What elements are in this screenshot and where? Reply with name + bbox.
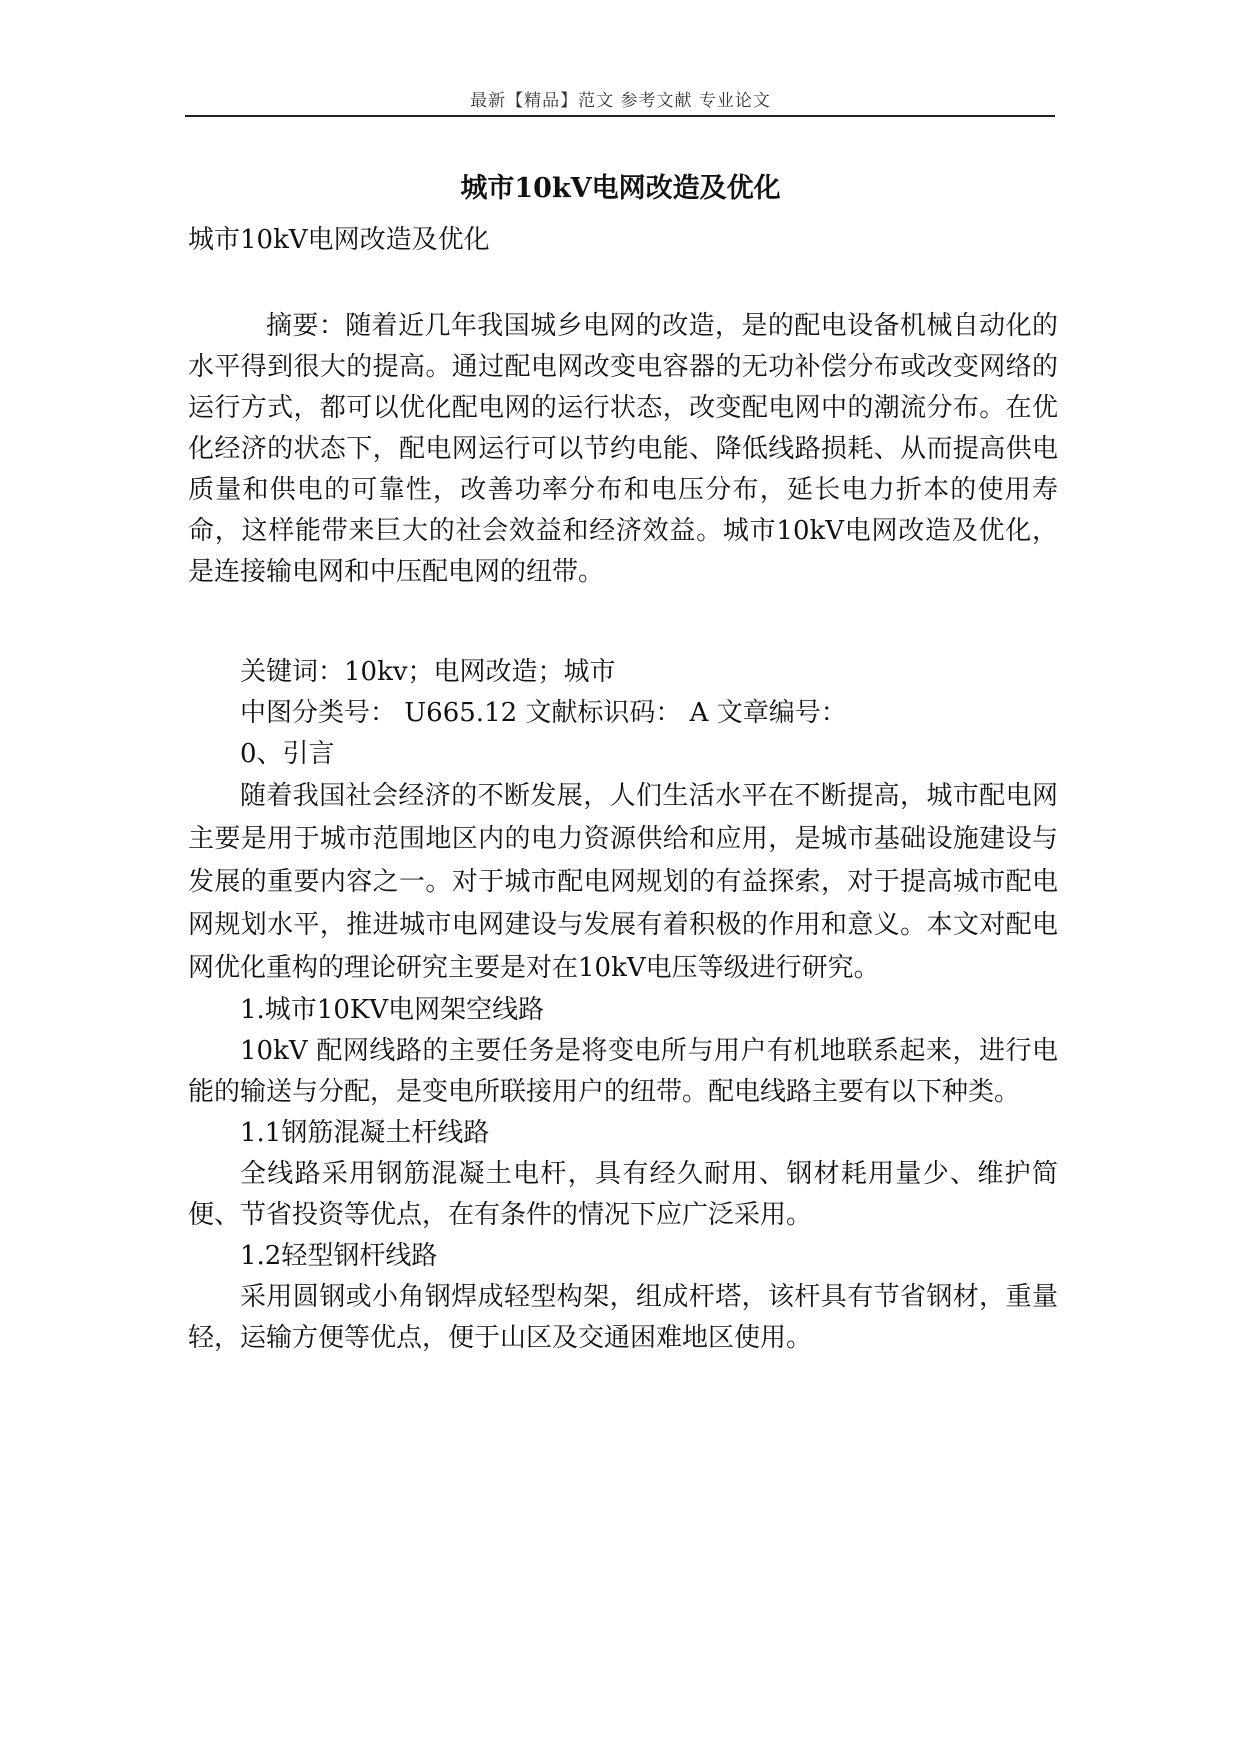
section-heading: 1.城市10KV电网架空线路 (240, 995, 545, 1025)
subsection-paragraph: 全线路采用钢筋混凝土电杆，具有经久耐用、钢材耗用量少、维护简便、节省投资等优点，在有条件的情况下应广泛采用。 (188, 1159, 1058, 1230)
subsection-heading: 1.2轻型钢杆线路 (240, 1241, 438, 1271)
abstract-paragraph: 摘要：随着近几年我国城乡电网的改造，是的配电设备机械自动化的水平得到很大的提高。通过配电网改变电容器的无功补偿分布或改变网络的运行方式，都可以优化配电网的运行状态，改变配电网中的潮流分布。在优化经济的状态下，配电网运行可以节约电能、降低线路损耗、从而提高供电质量和供电的可靠性，改善功率分布和电压分布，延长电力折本的使用寿命，这样能带来巨大的社会效益和经济效益。城市10kV电网改造及优化，是连接输电网和中压配电网的纽带。 (188, 311, 1058, 587)
document-title: 城市10kV电网改造及优化 (460, 173, 781, 204)
section-paragraph: 10kV 配网线路的主要任务是将变电所与用户有机地联系起来，进行电能的输送与分配，是变电所联接用户的纽带。配电线路主要有以下种类。 (188, 1036, 1058, 1107)
header-divider (185, 115, 1055, 117)
page-header: 最新【精品】范文 参考文献 专业论文 (470, 91, 771, 111)
section-heading: 0、引言 (240, 739, 335, 769)
subsection-heading: 1.1钢筋混凝土杆线路 (240, 1118, 490, 1148)
keywords-line: 关键词：10kv；电网改造；城市 (240, 657, 616, 687)
document-body (188, 220, 1058, 1359)
classification-line: 中图分类号： U665.12 文献标识码： A 文章编号： (240, 698, 847, 728)
subsection-paragraph: 采用圆钢或小角钢焊成轻型构架，组成杆塔，该杆具有节省钢材，重量轻，运输方便等优点，便于山区及交通困难地区使用。 (188, 1282, 1058, 1353)
document-subtitle: 城市10kV电网改造及优化 (188, 225, 490, 255)
section-paragraph: 随着我国社会经济的不断发展，人们生活水平在不断提高，城市配电网主要是用于城市范围地区内的电力资源供给和应用，是城市基础设施建设与发展的重要内容之一。对于城市配电网规划的有益探索，对于提高城市配电网规划水平，推进城市电网建设与发展有着积极的作用和意义。本文对配电网优化重构的理论研究主要是对在10kV电压等级进行研究。 (188, 781, 1058, 983)
